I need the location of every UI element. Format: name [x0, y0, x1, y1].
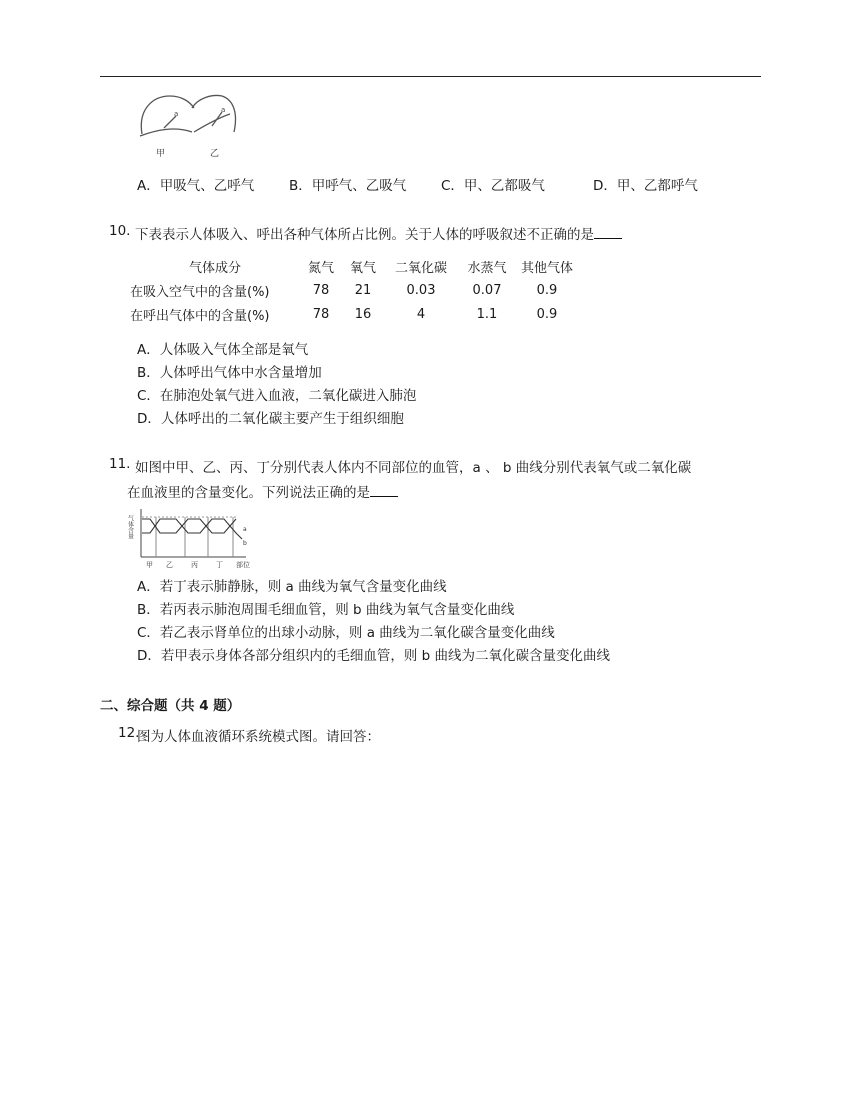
gas-table	[130, 254, 578, 326]
q10-option-c[interactable]: C．在肺泡处氧气进入血液，二氧化碳进入肺泡	[137, 388, 417, 404]
figure-xlabel: 丁	[216, 561, 223, 569]
table-cell: 0.9	[536, 306, 558, 322]
q10-number: 10.	[109, 223, 131, 239]
table-cell: 1.1	[476, 306, 498, 322]
q10-stem-text: 下表表示人体吸入、呼出各种气体所占比例。关于人体的呼吸叙述不正确的是	[135, 227, 594, 243]
q9-option-d[interactable]: D．甲、乙都呼气	[593, 178, 698, 194]
q10-option-b[interactable]: B．人体呼出气体中水含量增加	[137, 365, 322, 381]
answer-blank	[370, 484, 398, 497]
table-cell: 在吸入空气中的含量(%)	[130, 284, 270, 300]
svg-text:a: a	[221, 106, 226, 114]
figure-xaxis-label: 部位	[236, 561, 250, 569]
q11-option-b[interactable]: B．若丙表示肺泡周围毛细血管，则 b 曲线为氧气含量变化曲线	[137, 602, 515, 618]
table-header: 其他气体	[520, 260, 573, 276]
table-header: 气体成分	[188, 260, 241, 276]
table-cell: 0.9	[536, 282, 558, 298]
curve-label-b: b	[243, 540, 247, 547]
figure-label-yi: 乙	[210, 149, 220, 159]
table-cell: 在呼出气体中的含量(%)	[130, 308, 270, 324]
q11-number: 11.	[109, 456, 131, 472]
table-cell: 78	[312, 282, 330, 298]
q9-option-a[interactable]: A．甲吸气、乙呼气	[137, 178, 255, 194]
table-cell: 78	[312, 306, 330, 322]
table-cell: 4	[416, 306, 426, 322]
figure-xlabel: 乙	[166, 561, 173, 569]
table-cell: 16	[354, 306, 372, 322]
table-cell: 0.07	[472, 282, 502, 298]
section-title: 二、综合题（共 4 题）	[100, 698, 241, 714]
figure-label-jia: 甲	[156, 149, 166, 159]
table-header: 水蒸气	[467, 260, 507, 276]
table-row	[130, 278, 578, 302]
figure-ylabel: 气体含量	[126, 515, 134, 539]
q11-option-d[interactable]: D．若甲表示身体各部分组织内的毛细血管，则 b 曲线为二氧化碳含量变化曲线	[137, 648, 611, 664]
table-cell: 0.03	[406, 282, 436, 298]
q10-option-a[interactable]: A．人体吸入气体全部是氧气	[137, 342, 309, 358]
q11-stem-text: 在血液里的含量变化。下列说法正确的是	[127, 485, 370, 501]
q11-option-a[interactable]: A．若丁表示肺静脉，则 a 曲线为氧气含量变化曲线	[137, 579, 447, 595]
q10-option-d[interactable]: D．人体呼出的二氧化碳主要产生于组织细胞	[137, 411, 404, 427]
header-rule	[100, 76, 761, 77]
q12-stem: 图为人体血液循环系统模式图。请回答：	[137, 729, 380, 745]
table-header-row	[130, 254, 578, 278]
answer-blank	[594, 226, 622, 239]
table-header: 氮气	[307, 260, 334, 276]
figure-xlabel: 甲	[146, 561, 153, 569]
q11-stem-line2	[127, 481, 398, 501]
breathing-figure	[134, 92, 244, 160]
q12-number: 12.	[118, 725, 140, 741]
svg-text:a: a	[174, 110, 179, 118]
q9-option-c[interactable]: C．甲、乙都吸气	[441, 178, 545, 194]
q11-option-c[interactable]: C．若乙表示肾单位的出球小动脉，则 a 曲线为二氧化碳含量变化曲线	[137, 625, 555, 641]
gas-content-figure	[128, 505, 263, 569]
q9-options	[137, 174, 254, 194]
table-header: 二氧化碳	[394, 260, 447, 276]
q9-option-b[interactable]: B．甲呼气、乙吸气	[289, 178, 407, 194]
curve-label-a: a	[243, 526, 247, 533]
figure-xlabel: 丙	[191, 561, 198, 569]
q11-stem-line1: 如图中甲、乙、丙、丁分别代表人体内不同部位的血管，a 、 b 曲线分别代表氧气或二氧化碳	[135, 460, 692, 476]
table-row	[130, 302, 578, 326]
q10-stem	[135, 223, 622, 243]
table-cell: 21	[354, 282, 372, 298]
table-header: 氧气	[349, 260, 376, 276]
